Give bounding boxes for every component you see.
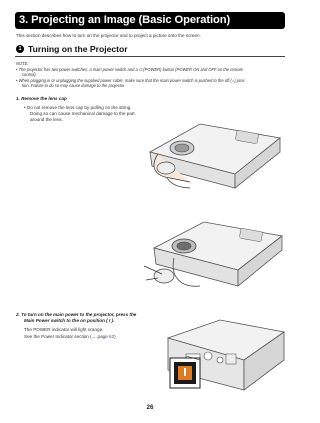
section-heading xyxy=(16,44,128,54)
section-title: Turning on the Projector xyxy=(28,44,128,54)
projector-cap-string-illustration xyxy=(140,196,288,296)
note-line: tion. Failure to do so may cause damage to the projector. xyxy=(22,83,126,88)
note-line: • The projector has two power switches: a main power switch and a ⏻ (POWER) button (POWER ON and OFF on the remote xyxy=(16,67,243,72)
page-title-bar xyxy=(15,12,285,29)
step2-ref-suffix: ) xyxy=(114,334,116,339)
main-power-switch-illustration xyxy=(160,310,288,396)
page-title: 3. Projecting an Image (Basic Operation) xyxy=(19,14,231,26)
step1-text: Doing so can cause mechanical damage to the part xyxy=(30,111,135,116)
step2-heading: Main Power switch to the on position ( I ). xyxy=(24,318,115,323)
intro-text: This section describes how to turn on the projector and to project a picture onto the screen. xyxy=(16,33,201,38)
step2-ref-prefix: See the Power Indicator section (→ page xyxy=(24,334,110,339)
page-link[interactable]: 62 xyxy=(109,334,115,339)
step1-text: • Do not remove the lens cap by pulling on the string. xyxy=(24,105,132,110)
step2-text: The POWER indicator will light orange. xyxy=(24,327,104,332)
note-label: NOTE: xyxy=(16,61,29,66)
step2-heading: 2. To turn on the main power to the projector, press the xyxy=(16,312,137,317)
note-line: • When plugging in or unplugging the supplied power cable, make sure that the main power switch is pushed to the off (○) posi- xyxy=(16,78,246,83)
section-number-badge: 1 xyxy=(16,45,24,53)
projector-lens-cap-illustration xyxy=(140,92,288,192)
step1-heading: 1. Remove the lens cap xyxy=(16,96,67,101)
step2-text xyxy=(24,334,116,339)
step1-text: around the lens. xyxy=(30,117,63,122)
note-line: control). xyxy=(22,72,37,77)
page-number: 26 xyxy=(146,404,154,411)
section-divider xyxy=(15,56,285,57)
